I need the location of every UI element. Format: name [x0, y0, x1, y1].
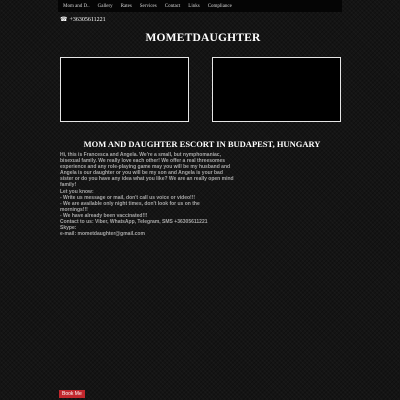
- description-line: experience and any role-playing game may you will be my husband and: [60, 164, 231, 171]
- photo-frame-right[interactable]: [212, 57, 341, 122]
- main-heading: MOM AND DAUGHTER ESCORT IN BUDAPEST, HUNGARY: [83, 139, 321, 149]
- nav-item-compliance[interactable]: Compliance: [207, 3, 232, 9]
- description-line: sister or do you have any idea what you like? We are an really open mind: [60, 176, 234, 183]
- description-line: Hi, this is Francesca and Angela. We're a small, but nymphomaniac,: [60, 152, 221, 158]
- description-line: family!: [60, 182, 77, 189]
- nav-item-services[interactable]: Services: [139, 3, 157, 9]
- description-line: mornings!!!: [60, 206, 88, 213]
- description-line: Let you know:: [60, 188, 94, 195]
- description-line: - Write us message or mail, don't call us voice or video!!!: [60, 194, 196, 201]
- site-title[interactable]: MOMETDAUGHTER: [145, 32, 261, 44]
- phone-icon: ☎: [60, 17, 68, 23]
- nav-item-contact[interactable]: Contact: [164, 3, 181, 9]
- top-navigation: [58, 0, 342, 12]
- description-line: Skype:: [60, 225, 77, 232]
- book-me-button[interactable]: Book Me: [59, 390, 85, 398]
- photo-frame-left[interactable]: [60, 57, 189, 122]
- nav-item-rates[interactable]: Rates: [120, 3, 132, 9]
- phone-number: +36305611221: [69, 17, 106, 23]
- nav-item-links[interactable]: Links: [188, 3, 200, 9]
- phone-contact[interactable]: [60, 16, 106, 23]
- description-line: e-mail: mometdaughter@gmail.com: [60, 231, 145, 238]
- nav-item-gallery[interactable]: Gallery: [97, 3, 113, 9]
- description-line: Contact to us: Viber, WhatsApp, Telegram, SMS +36305611221: [60, 219, 208, 226]
- description-line: - We are available only night times, don't look for us on the: [60, 200, 200, 207]
- description-line: - We have already been vaccinated!!!: [60, 212, 148, 219]
- description-line: bisexual family. We really love each other! We offer a real threesomes: [60, 158, 226, 165]
- description-text: [60, 152, 280, 237]
- nav-item-mom-and-daughter[interactable]: Mom and D..: [63, 3, 90, 9]
- description-line: Angela is our daughter or you will be my son and Angela is your bad: [60, 170, 223, 177]
